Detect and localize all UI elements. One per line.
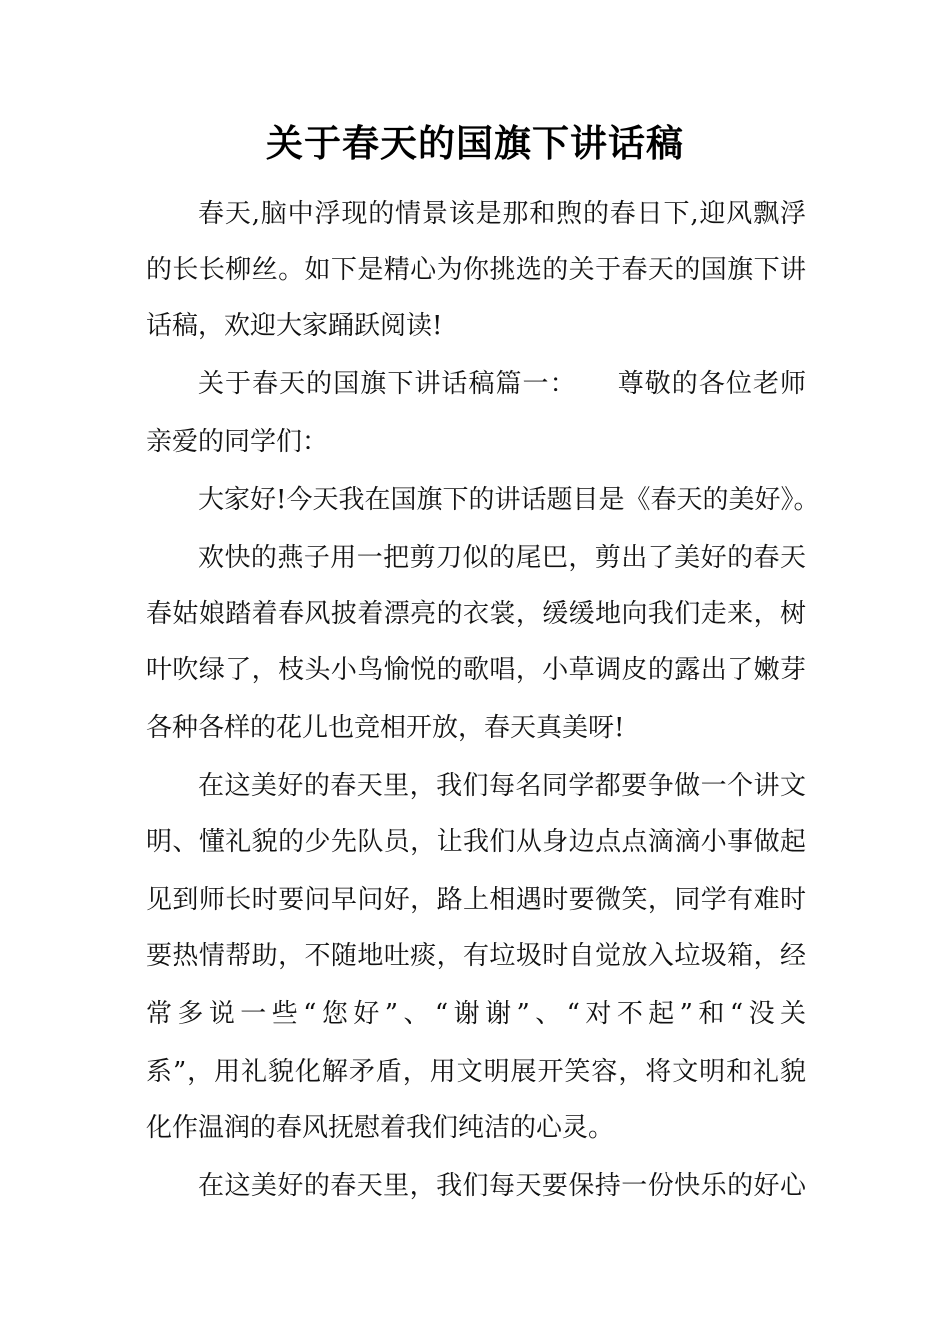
text-line: 春天,脑中浮现的情景该是那和煦的春日下,迎风飘浮 [198, 199, 806, 229]
text-line: 系”，用礼貌化解矛盾，用文明展开笑容，将文明和礼貌 [146, 1057, 806, 1087]
text-line: 化作温润的春风抚慰着我们纯洁的心灵。 [146, 1113, 615, 1143]
text-line: 常多说一些“您好”、“谢谢”、“对不起”和“没关 [146, 999, 806, 1029]
text-line: 的长长柳丝。如下是精心为你挑选的关于春天的国旗下讲 [146, 255, 806, 285]
text-line: 在这美好的春天里，我们每名同学都要争做一个讲文 [198, 771, 806, 801]
text-line: 在这美好的春天里，我们每天要保持一份快乐的好心 [198, 1171, 806, 1201]
text-line: 明、懂礼貌的少先队员，让我们从身边点点滴滴小事做起 [146, 827, 806, 857]
text-line: 见到师长时要问早问好，路上相遇时要微笑，同学有难时 [146, 885, 806, 915]
text-line: 亲爱的同学们： [146, 427, 329, 457]
text-line: 关于春天的国旗下讲话稿篇一： 尊敬的各位老师 [198, 369, 806, 399]
text-line: 春姑娘踏着春风披着漂亮的衣裳，缓缓地向我们走来，树 [146, 599, 806, 629]
text-line: 叶吹绿了，枝头小鸟愉悦的歌唱，小草调皮的露出了嫩芽 [146, 655, 806, 685]
text-line: 大家好!今天我在国旗下的讲话题目是《春天的美好》。 [198, 485, 820, 515]
page-title: 关于春天的国旗下讲话稿 [266, 122, 684, 165]
text-line: 话稿，欢迎大家踊跃阅读! [146, 311, 443, 341]
text-line: 各种各样的花儿也竞相开放，春天真美呀! [146, 713, 625, 743]
text-line: 欢快的燕子用一把剪刀似的尾巴，剪出了美好的春天 [198, 543, 806, 573]
text-line: 要热情帮助，不随地吐痰，有垃圾时自觉放入垃圾箱，经 [146, 941, 806, 971]
